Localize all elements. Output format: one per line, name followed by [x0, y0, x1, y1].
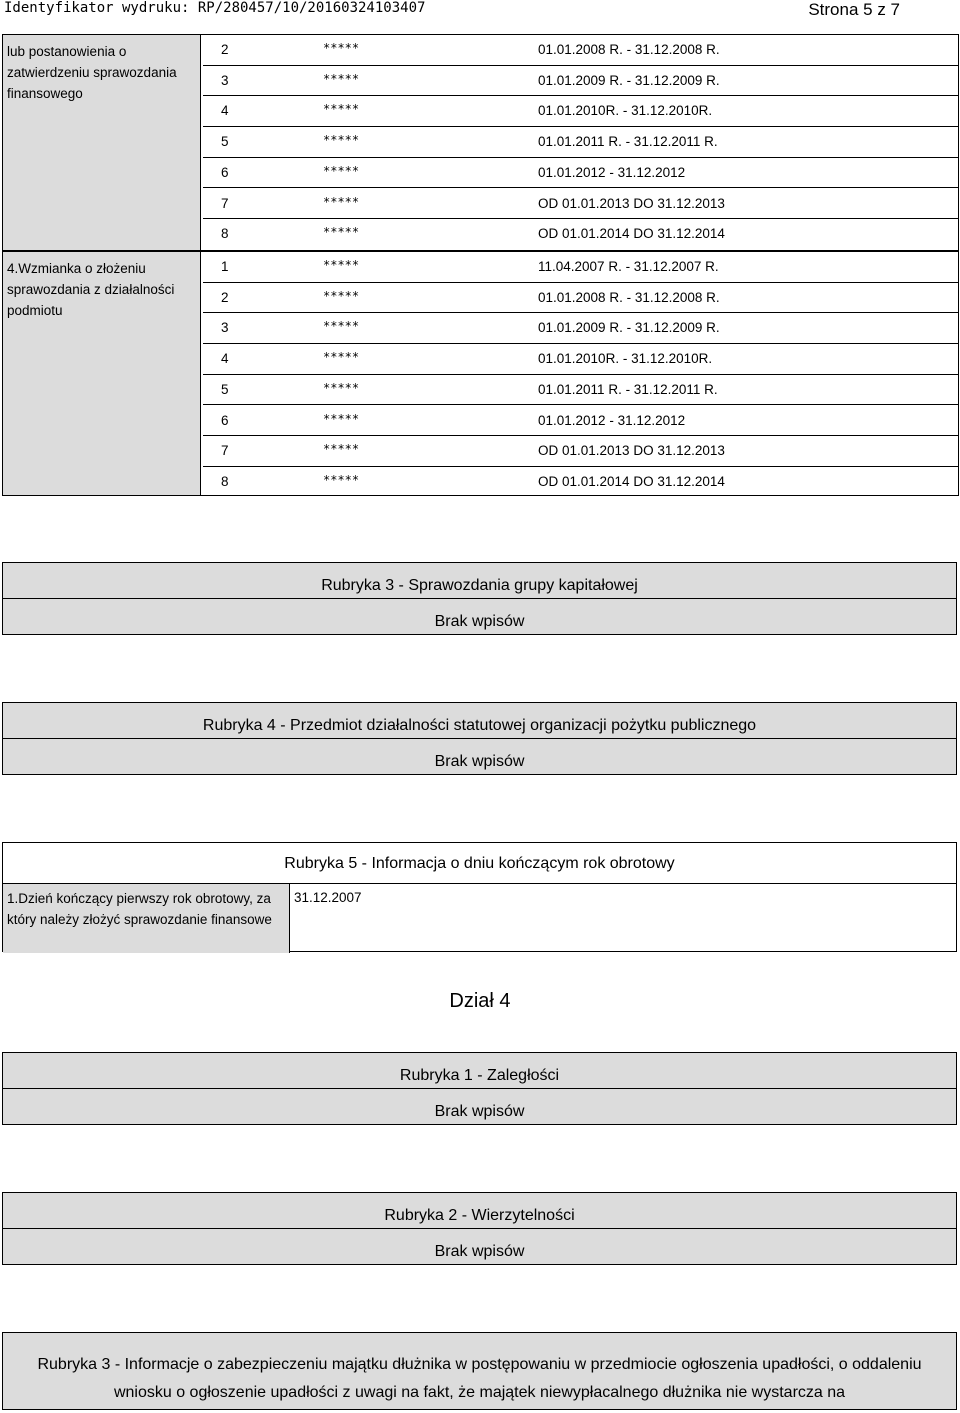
table-row — [203, 35, 958, 66]
masked-value: ***** — [323, 258, 360, 272]
date-range: 01.01.2012 - 31.12.2012 — [538, 164, 686, 180]
section-title: Rubryka 4 - Przedmiot działalności statutowej organizacji pożytku publicznego — [202, 717, 757, 734]
table-row — [203, 219, 958, 250]
date-range: 11.04.2007 R. - 31.12.2007 R. — [538, 259, 719, 274]
row-number: 3 — [221, 320, 229, 336]
page-number: Strona 5 z 7 — [808, 0, 900, 19]
date-range: OD 01.01.2014 DO 31.12.2014 — [538, 226, 725, 242]
fiscal-year-end-value: 31.12.2007 — [290, 883, 956, 953]
section-title: Rubryka 2 - Wierzytelności — [384, 1207, 575, 1224]
no-entries-text: Brak wpisów — [434, 613, 525, 630]
rubryka-5-section — [2, 842, 957, 952]
section-title: Rubryka 3 - Informacje o zabezpieczeniu majątku dłużnika w postępowaniu w przedmiocie ogłoszenia upadłości, o oddaleniu wniosku o ogłoszenie upadłości z uwagi na fakt, że majątek niewypłacalnego dłużnika nie wystarcza na — [37, 1356, 922, 1401]
masked-value: ***** — [323, 41, 360, 55]
date-range: 01.01.2011 R. - 31.12.2011 R. — [538, 134, 718, 150]
divider — [2, 598, 957, 599]
row-number: 8 — [221, 226, 229, 242]
table-row — [203, 313, 958, 344]
masked-value: ***** — [323, 411, 360, 426]
section-title: Rubryka 1 - Zaległości — [399, 1067, 560, 1084]
table-row — [203, 406, 958, 437]
masked-value: ***** — [323, 133, 360, 148]
row-number: 7 — [221, 443, 229, 459]
date-range: 01.01.2009 R. - 31.12.2009 R. — [538, 72, 720, 88]
divider — [2, 1088, 957, 1089]
table-row — [203, 66, 958, 97]
date-range: 01.01.2011 R. - 31.12.2011 R. — [538, 381, 718, 397]
table-row — [203, 436, 958, 467]
row-number: 4 — [221, 103, 229, 119]
date-range: 01.01.2010R. - 31.12.2010R. — [538, 103, 713, 119]
table-row — [203, 158, 958, 189]
row-number: 2 — [221, 42, 229, 57]
activity-report-mention-table — [2, 251, 959, 496]
date-range: 01.01.2010R. - 31.12.2010R. — [538, 351, 713, 367]
no-entries-text: Brak wpisów — [434, 1103, 525, 1120]
fiscal-year-end-label: 1.Dzień kończący pierwszy rok obrotowy, za który należy złożyć sprawozdanie finansowe — [3, 883, 290, 953]
date-range: OD 01.01.2013 DO 31.12.2013 — [538, 443, 725, 459]
row-number: 5 — [221, 134, 229, 150]
masked-value: ***** — [323, 102, 360, 117]
table-row — [203, 252, 958, 283]
no-entries-text: Brak wpisów — [434, 1243, 525, 1260]
masked-value: ***** — [323, 350, 360, 365]
divider — [2, 738, 957, 739]
row-label: 4.Wzmianka o złożeniu sprawozdania z działalności podmiotu — [3, 252, 201, 495]
masked-value: ***** — [323, 472, 360, 487]
date-range: 01.01.2008 R. - 31.12.2008 R. — [538, 42, 720, 57]
row-number: 6 — [221, 412, 229, 428]
row-number: 6 — [221, 164, 229, 180]
table-row — [203, 467, 958, 498]
financial-statement-approval-table — [2, 34, 959, 251]
row-label: lub postanowienia o zatwierdzeniu sprawozdania finansowego — [3, 35, 201, 250]
masked-value: ***** — [323, 71, 360, 86]
section-title: Rubryka 5 - Informacja o dniu kończącym rok obrotowy — [284, 855, 675, 872]
row-number: 3 — [221, 72, 229, 88]
date-range: OD 01.01.2013 DO 31.12.2013 — [538, 195, 725, 211]
row-number: 7 — [221, 195, 229, 211]
print-identifier: Identyfikator wydruku: RP/280457/10/20160324103407 — [4, 0, 426, 16]
table-row — [203, 189, 958, 220]
masked-value: ***** — [323, 163, 360, 178]
masked-value: ***** — [323, 225, 360, 240]
section-heading-dzial-4: Dział 4 — [449, 990, 511, 1012]
table-row — [203, 96, 958, 127]
masked-value: ***** — [323, 380, 360, 395]
row-number: 2 — [221, 289, 229, 305]
row-number: 1 — [221, 259, 229, 274]
date-range: OD 01.01.2014 DO 31.12.2014 — [538, 473, 725, 489]
no-entries-text: Brak wpisów — [434, 753, 525, 770]
masked-value: ***** — [323, 319, 360, 334]
date-range: 01.01.2012 - 31.12.2012 — [538, 412, 686, 428]
table-row — [203, 375, 958, 406]
date-range: 01.01.2009 R. - 31.12.2009 R. — [538, 320, 720, 336]
d4-rubryka-3-section — [2, 1332, 957, 1410]
table-row — [203, 344, 958, 375]
masked-value: ***** — [323, 288, 360, 303]
divider — [2, 1228, 957, 1229]
row-number: 4 — [221, 351, 229, 367]
table-row — [203, 283, 958, 314]
table-row — [203, 127, 958, 158]
date-range: 01.01.2008 R. - 31.12.2008 R. — [538, 289, 720, 305]
section-title: Rubryka 3 - Sprawozdania grupy kapitałowej — [321, 577, 638, 594]
row-number: 5 — [221, 381, 229, 397]
masked-value: ***** — [323, 442, 360, 457]
masked-value: ***** — [323, 194, 360, 209]
row-number: 8 — [221, 473, 229, 489]
